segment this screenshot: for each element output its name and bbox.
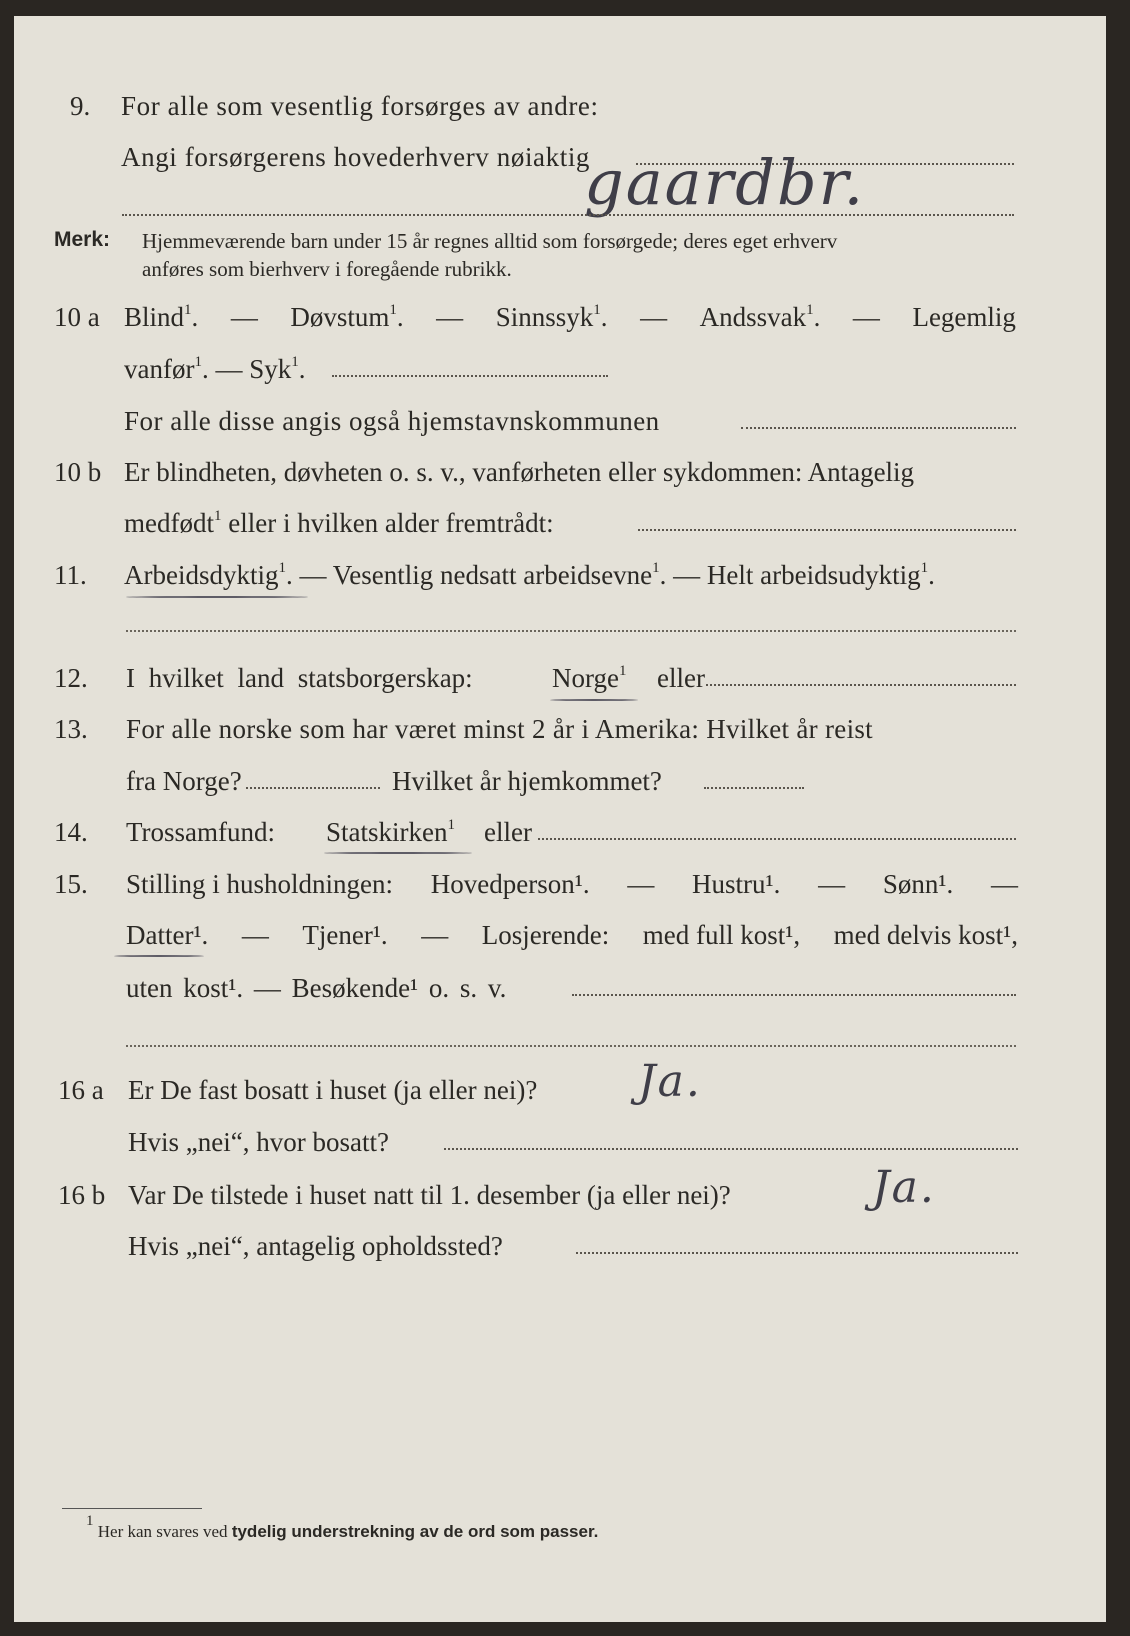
question-number: 16 b (58, 1180, 106, 1210)
note-text: Hjemmeværende barn under 15 år regnes alltid som forsørgede; deres eget erhverv (142, 229, 838, 253)
question-text: Er blindheten, døvheten o. s. v., vanførheten eller sykdommen: Antagelig (124, 457, 915, 487)
question-number: 13. (54, 714, 88, 744)
option-statskirken: Statskirken$^1$ (326, 817, 455, 847)
answer-line (638, 529, 1016, 531)
handwritten-underline (114, 955, 204, 957)
option-legemlig: Legemlig (912, 302, 1016, 332)
handwritten-answer: Ja. (872, 1162, 936, 1213)
note-label: Merk: (54, 228, 111, 251)
question-number: 15. (54, 869, 88, 899)
answer-line (126, 630, 1016, 632)
footnote-divider (62, 1508, 202, 1509)
question-text: Er De fast bosatt i huset (ja eller nei)? (128, 1075, 538, 1105)
option-list: Arbeidsdyktig$^1$. — Vesentlig nedsatt arbeidsevne$^1$. — Helt arbeidsudyktig$^1$. (124, 560, 935, 590)
question-text: For alle disse angis også hjemstavnskommunen (124, 406, 660, 436)
answer-line (126, 1045, 1016, 1047)
option-sinnssyk: Sinnssyk$^1$. (495, 302, 608, 332)
answer-line (246, 787, 380, 789)
option-dovstum: Døvstum$^1$. (290, 302, 404, 332)
answer-line (576, 1252, 1018, 1254)
census-form-page (14, 16, 1106, 1622)
option-datter: Datter¹. (126, 920, 209, 950)
note-text: anføres som bierhverv i foregående rubrikk. (142, 257, 512, 281)
option-vanfor: vanfør$^1$. — Syk$^1$. (124, 354, 306, 384)
answer-line (122, 214, 1014, 216)
handwritten-underline (324, 852, 472, 854)
answer-line (741, 427, 1016, 429)
question-text: For alle som vesentlig forsørges av andre: (121, 91, 599, 121)
question-text: medfødt$^1$ eller i hvilken alder fremtrådt: (124, 508, 554, 538)
question-text: Hvis „nei“, antagelig opholdssted? (128, 1231, 503, 1261)
answer-line (706, 684, 1016, 686)
answer-line (444, 1148, 1018, 1150)
handwritten-answer: Ja. (638, 1056, 702, 1107)
question-number: 16 a (58, 1075, 104, 1105)
question-text: uten kost¹. — Besøkende¹ o. s. v. (126, 973, 507, 1003)
question-text: Angi forsørgerens hovederhverv nøiaktig (121, 142, 591, 172)
option-andssvak: Andssvak$^1$. (699, 302, 821, 332)
question-number: 10 b (54, 457, 102, 487)
question-number: 14. (54, 817, 88, 847)
option-arbeidsdyktig: Arbeidsdyktig (124, 560, 279, 590)
question-number: 12. (54, 663, 88, 693)
question-text: Hvis „nei“, hvor bosatt? (128, 1127, 389, 1157)
question-number: 10 a (54, 302, 100, 332)
option-list: Blind$^1$. — Døvstum$^1$. — Sinnssyk$^1$. — Andssvak$^1$. — Legemlig (124, 302, 1016, 332)
question-text: eller (657, 663, 705, 693)
footnote: $^1$ Her kan svares ved tydelig understrekning av de ord som passer. (86, 1513, 599, 1541)
question-text: fra Norge? (126, 766, 242, 796)
handwritten-answer: gaardbr. (584, 146, 866, 219)
handwritten-underline (550, 699, 638, 701)
handwritten-underline (126, 596, 308, 598)
question-text: eller (484, 817, 532, 847)
option-list: Datter¹. — Tjener¹. — Losjerende: med full kost¹, med delvis kost¹, (126, 920, 1018, 950)
question-number: 11. (54, 560, 87, 590)
question-text: I hvilket land statsborgerskap: (126, 663, 473, 693)
question-number: 9. (70, 91, 91, 121)
answer-line (704, 787, 804, 789)
option-norge: Norge$^1$ (552, 663, 627, 693)
option-list: Stilling i husholdningen: Hovedperson¹. — Hustru¹. — Sønn¹. — (126, 869, 1018, 899)
answer-line (538, 838, 1016, 840)
question-text: Hvilket år hjemkommet? (392, 766, 662, 796)
answer-line (332, 375, 608, 377)
question-text: Var De tilstede i huset natt til 1. desember (ja eller nei)? (128, 1180, 731, 1210)
question-text: For alle norske som har været minst 2 år i Amerika: Hvilket år reist (126, 714, 873, 744)
footnote-mark: 1 (86, 1513, 94, 1529)
option-blind: Blind$^1$. (124, 302, 199, 332)
question-text: Trossamfund: (126, 817, 276, 847)
answer-line (572, 994, 1016, 996)
